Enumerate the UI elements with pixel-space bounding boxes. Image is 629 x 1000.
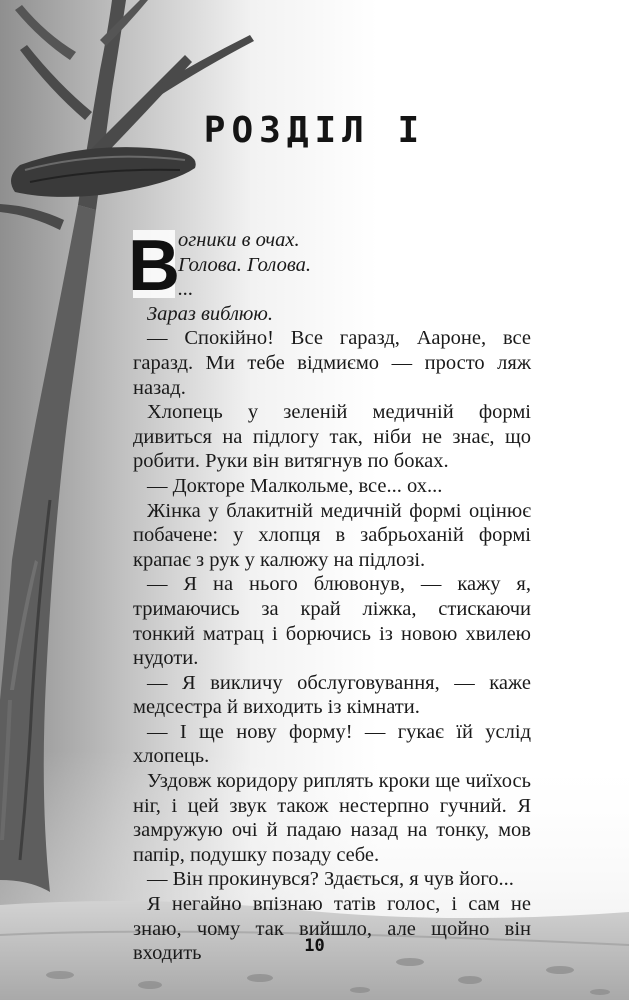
paragraph: Уздовж коридору риплять кроки ще чиїхось ніг, і цей звук також нестерпно гучний. Я замружую очі й падаю назад на тонку, мов папір, подушку позаду себе. [133, 770, 531, 866]
paragraph: — І ще нову форму! — гукає їй услід хлопець. [133, 720, 531, 768]
paragraph: ... [178, 278, 194, 301]
paragraph: Зараз виблюю. [147, 302, 273, 325]
drop-cap-letter: В [128, 226, 180, 306]
page-number: 10 [304, 936, 325, 956]
paragraph: Жінка у блакитній медичній формі оцінює побачене: у хлопця в забрьоханій формі крапає з рук у калюжу на підлозі. [133, 499, 531, 571]
paragraph: огники в очах. [178, 229, 300, 251]
paragraph: — Докторе Малкольме, все... ох... [147, 474, 443, 497]
paragraph: — Я на нього блювонув, — кажу я, тримаючись за край ліжка, стискаючи тонкий матрац і борючись із новою хвилею нудоти. [133, 573, 531, 670]
paragraph: Голова. Голова. [178, 253, 311, 276]
paragraph: — Він прокинувся? Здається, я чув його... [147, 868, 514, 891]
paragraph: — Я викличу обслуговування, — каже медсестра й виходить із кімнати. [133, 671, 531, 719]
body-text [133, 228, 531, 966]
paragraph: — Спокійно! Все гаразд, Аароне, все гаразд. Ми тебе відмиємо — просто ляж назад. [133, 327, 531, 399]
paragraph: Я негайно впізнаю татів голос, і сам не знаю, чому так вийшло, але щойно він входить [133, 893, 531, 965]
chapter-title: РОЗДІЛ І [203, 110, 426, 151]
paragraph: Хлопець у зеленій медичній формі дивиться на підлогу так, ніби не знає, що робити. Руки він витягнув по боках. [133, 401, 531, 473]
